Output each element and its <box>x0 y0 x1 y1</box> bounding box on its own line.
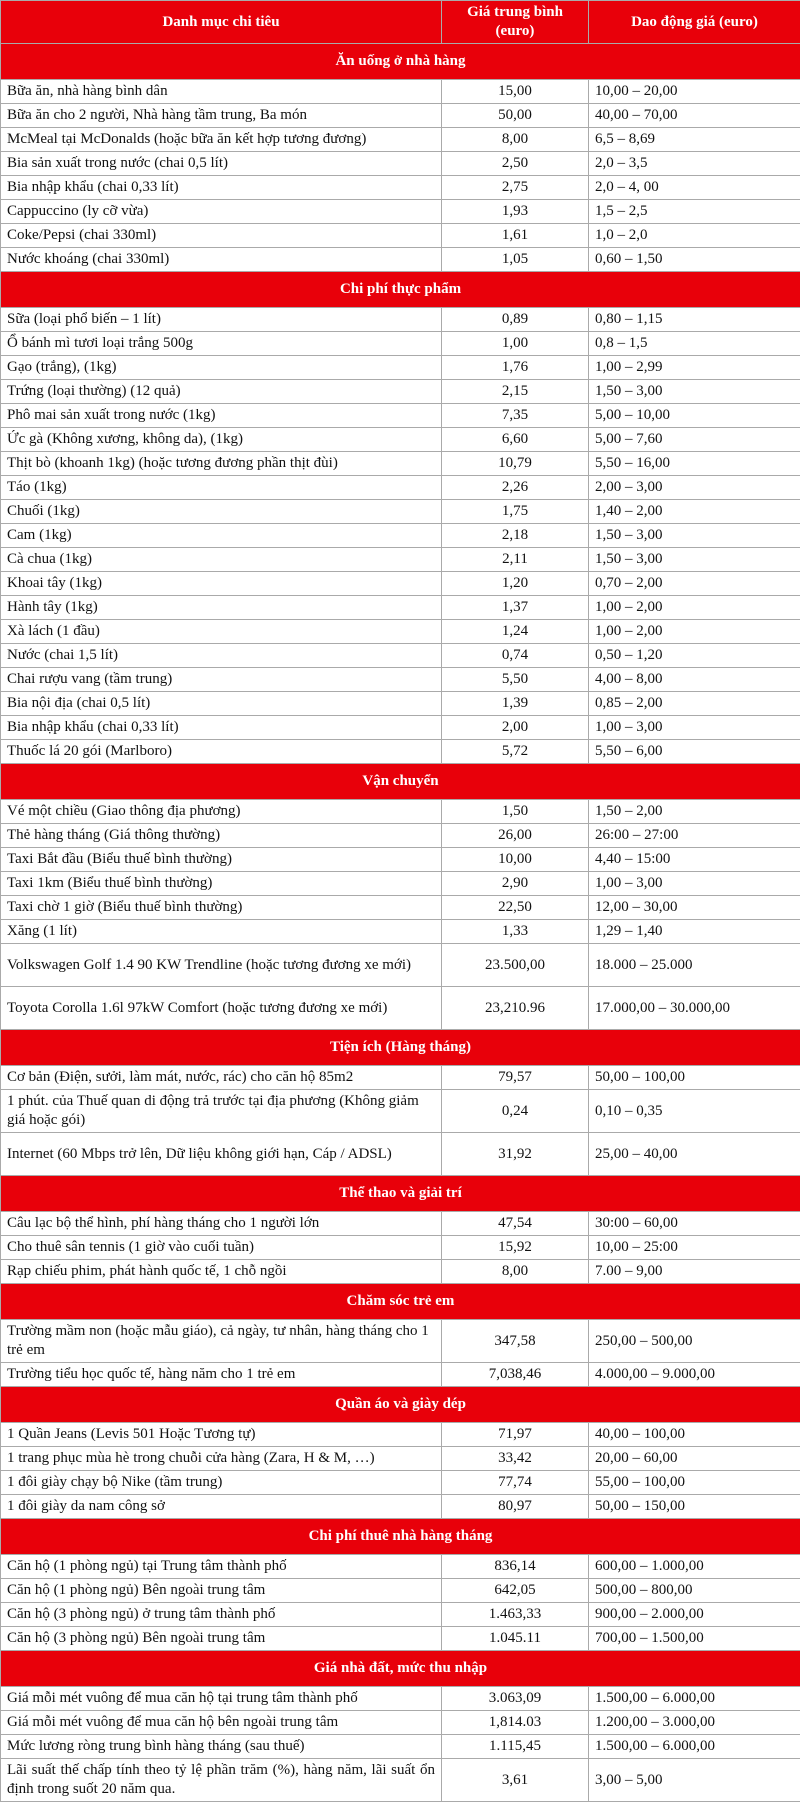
item-name-cell: Sữa (loại phổ biến – 1 lít) <box>1 308 442 332</box>
average-price-cell: 3.063,09 <box>442 1687 589 1711</box>
table-row <box>1 1471 800 1495</box>
average-price-cell: 80,97 <box>442 1495 589 1519</box>
item-name-cell: McMeal tại McDonalds (hoặc bữa ăn kết hợp tương đương) <box>1 128 442 152</box>
average-price-cell: 2,50 <box>442 152 589 176</box>
price-range-cell: 4,00 – 8,00 <box>589 668 800 692</box>
average-price-cell: 1,93 <box>442 200 589 224</box>
price-range-cell: 1,5 – 2,5 <box>589 200 800 224</box>
average-price-cell: 1,05 <box>442 248 589 272</box>
table-row <box>1 1320 800 1363</box>
price-range-cell: 2,00 – 3,00 <box>589 476 800 500</box>
item-name-cell: Hành tây (1kg) <box>1 596 442 620</box>
table-row <box>1 452 800 476</box>
table-row <box>1 1735 800 1759</box>
price-range-cell: 250,00 – 500,00 <box>589 1320 800 1363</box>
table-row <box>1 356 800 380</box>
item-name-cell: Táo (1kg) <box>1 476 442 500</box>
item-name-cell: Vé một chiều (Giao thông địa phương) <box>1 800 442 824</box>
table-row <box>1 332 800 356</box>
average-price-cell: 1,24 <box>442 620 589 644</box>
price-range-cell: 900,00 – 2.000,00 <box>589 1603 800 1627</box>
average-price-cell: 1,61 <box>442 224 589 248</box>
section-header-row <box>1 1519 800 1555</box>
price-range-cell: 500,00 – 800,00 <box>589 1579 800 1603</box>
average-price-cell: 7,35 <box>442 404 589 428</box>
price-range-cell: 5,00 – 7,60 <box>589 428 800 452</box>
item-name-cell: 1 đôi giày da nam công sở <box>1 1495 442 1519</box>
average-price-cell: 5,50 <box>442 668 589 692</box>
item-name-cell: Coke/Pepsi (chai 330ml) <box>1 224 442 248</box>
item-name-cell: Trứng (loại thường) (12 quả) <box>1 380 442 404</box>
item-name-cell: Nước khoáng (chai 330ml) <box>1 248 442 272</box>
price-range-cell: 1,50 – 3,00 <box>589 524 800 548</box>
item-name-cell: Giá mỗi mét vuông để mua căn hộ bên ngoài trung tâm <box>1 1711 442 1735</box>
average-price-cell: 2,26 <box>442 476 589 500</box>
section-title: Chi phí thực phẩm <box>1 272 800 308</box>
table-row <box>1 716 800 740</box>
table-row <box>1 1423 800 1447</box>
price-range-cell: 5,50 – 16,00 <box>589 452 800 476</box>
average-price-cell: 3,61 <box>442 1759 589 1802</box>
item-name-cell: Xà lách (1 đầu) <box>1 620 442 644</box>
item-name-cell: Câu lạc bộ thể hình, phí hàng tháng cho 1 người lớn <box>1 1212 442 1236</box>
item-name-cell: 1 phút. của Thuế quan di động trả trước tại địa phương (Không giảm giá hoặc gói) <box>1 1090 442 1133</box>
price-range-cell: 1,50 – 3,00 <box>589 548 800 572</box>
price-range-cell: 18.000 – 25.000 <box>589 944 800 987</box>
section-header-row <box>1 764 800 800</box>
price-range-cell: 1.500,00 – 6.000,00 <box>589 1687 800 1711</box>
section-title: Chi phí thuê nhà hàng tháng <box>1 1519 800 1555</box>
table-row <box>1 1603 800 1627</box>
section-header-row <box>1 44 800 80</box>
average-price-cell: 1,33 <box>442 920 589 944</box>
item-name-cell: Rạp chiếu phim, phát hành quốc tế, 1 chỗ ngồi <box>1 1260 442 1284</box>
table-row <box>1 896 800 920</box>
average-price-cell: 0,89 <box>442 308 589 332</box>
price-range-cell: 1,50 – 3,00 <box>589 380 800 404</box>
table-row <box>1 1447 800 1471</box>
item-name-cell: Căn hộ (3 phòng ngủ) ở trung tâm thành phố <box>1 1603 442 1627</box>
section-title: Vận chuyển <box>1 764 800 800</box>
table-row <box>1 1579 800 1603</box>
section-header-row <box>1 1284 800 1320</box>
item-name-cell: Mức lương ròng trung bình hàng tháng (sau thuế) <box>1 1735 442 1759</box>
section-header-row <box>1 1030 800 1066</box>
average-price-cell: 33,42 <box>442 1447 589 1471</box>
item-name-cell: Cho thuê sân tennis (1 giờ vào cuối tuần) <box>1 1236 442 1260</box>
price-range-cell: 1,00 – 2,00 <box>589 620 800 644</box>
item-name-cell: Cappuccino (ly cỡ vừa) <box>1 200 442 224</box>
average-price-cell: 1,39 <box>442 692 589 716</box>
table-row <box>1 176 800 200</box>
table-row <box>1 1711 800 1735</box>
table-row <box>1 848 800 872</box>
table-row <box>1 224 800 248</box>
price-range-cell: 17.000,00 – 30.000,00 <box>589 987 800 1030</box>
table-row <box>1 824 800 848</box>
table-row <box>1 248 800 272</box>
section-header-row <box>1 1651 800 1687</box>
item-name-cell: Taxi Bắt đầu (Biểu thuế bình thường) <box>1 848 442 872</box>
item-name-cell: Ức gà (Không xương, không da), (1kg) <box>1 428 442 452</box>
average-price-cell: 50,00 <box>442 104 589 128</box>
average-price-cell: 347,58 <box>442 1320 589 1363</box>
price-range-cell: 0,70 – 2,00 <box>589 572 800 596</box>
average-price-cell: 2,00 <box>442 716 589 740</box>
average-price-cell: 1,00 <box>442 332 589 356</box>
table-row <box>1 128 800 152</box>
average-price-cell: 2,90 <box>442 872 589 896</box>
item-name-cell: Taxi chờ 1 giờ (Biểu thuế bình thường) <box>1 896 442 920</box>
average-price-cell: 7,038,46 <box>442 1363 589 1387</box>
item-name-cell: Chai rượu vang (tầm trung) <box>1 668 442 692</box>
item-name-cell: Bia sản xuất trong nước (chai 0,5 lít) <box>1 152 442 176</box>
item-name-cell: Khoai tây (1kg) <box>1 572 442 596</box>
item-name-cell: Bia nhập khẩu (chai 0,33 lít) <box>1 176 442 200</box>
table-row <box>1 1555 800 1579</box>
table-row <box>1 1066 800 1090</box>
table-row <box>1 920 800 944</box>
average-price-cell: 1,20 <box>442 572 589 596</box>
average-price-cell: 642,05 <box>442 1579 589 1603</box>
price-range-cell: 30:00 – 60,00 <box>589 1212 800 1236</box>
average-price-cell: 1,50 <box>442 800 589 824</box>
table-row <box>1 1495 800 1519</box>
item-name-cell: Thuốc lá 20 gói (Marlboro) <box>1 740 442 764</box>
item-name-cell: Internet (60 Mbps trở lên, Dữ liệu không giới hạn, Cáp / ADSL) <box>1 1133 442 1176</box>
price-range-cell: 4.000,00 – 9.000,00 <box>589 1363 800 1387</box>
price-range-cell: 0,85 – 2,00 <box>589 692 800 716</box>
table-row <box>1 620 800 644</box>
item-name-cell: Nước (chai 1,5 lít) <box>1 644 442 668</box>
average-price-cell: 22,50 <box>442 896 589 920</box>
average-price-cell: 23,210.96 <box>442 987 589 1030</box>
header-category: Danh mục chi tiêu <box>1 1 442 44</box>
price-range-cell: 12,00 – 30,00 <box>589 896 800 920</box>
average-price-cell: 1,37 <box>442 596 589 620</box>
table-row <box>1 200 800 224</box>
item-name-cell: Volkswagen Golf 1.4 90 KW Trendline (hoặc tương đương xe mới) <box>1 944 442 987</box>
price-range-cell: 700,00 – 1.500,00 <box>589 1627 800 1651</box>
price-range-cell: 0,10 – 0,35 <box>589 1090 800 1133</box>
average-price-cell: 836,14 <box>442 1555 589 1579</box>
price-range-cell: 1.500,00 – 6.000,00 <box>589 1735 800 1759</box>
item-name-cell: Trường tiểu học quốc tế, hàng năm cho 1 trẻ em <box>1 1363 442 1387</box>
table-row <box>1 404 800 428</box>
average-price-cell: 79,57 <box>442 1066 589 1090</box>
table-row <box>1 1687 800 1711</box>
item-name-cell: Căn hộ (3 phòng ngủ) Bên ngoài trung tâm <box>1 1627 442 1651</box>
average-price-cell: 2,18 <box>442 524 589 548</box>
table-row <box>1 1759 800 1802</box>
item-name-cell: Chuối (1kg) <box>1 500 442 524</box>
average-price-cell: 5,72 <box>442 740 589 764</box>
price-range-cell: 1,00 – 2,00 <box>589 596 800 620</box>
average-price-cell: 2,11 <box>442 548 589 572</box>
table-row <box>1 476 800 500</box>
average-price-cell: 0,74 <box>442 644 589 668</box>
price-range-cell: 1,00 – 3,00 <box>589 716 800 740</box>
item-name-cell: Giá mỗi mét vuông để mua căn hộ tại trung tâm thành phố <box>1 1687 442 1711</box>
item-name-cell: Thẻ hàng tháng (Giá thông thường) <box>1 824 442 848</box>
price-range-cell: 1,00 – 2,99 <box>589 356 800 380</box>
table-row <box>1 692 800 716</box>
price-range-cell: 1,0 – 2,0 <box>589 224 800 248</box>
average-price-cell: 10,79 <box>442 452 589 476</box>
item-name-cell: Gạo (trắng), (1kg) <box>1 356 442 380</box>
item-name-cell: Cam (1kg) <box>1 524 442 548</box>
table-row <box>1 548 800 572</box>
item-name-cell: Bữa ăn, nhà hàng bình dân <box>1 80 442 104</box>
item-name-cell: Bia nhập khẩu (chai 0,33 lít) <box>1 716 442 740</box>
table-row <box>1 152 800 176</box>
item-name-cell: 1 đôi giày chạy bộ Nike (tầm trung) <box>1 1471 442 1495</box>
section-header-row <box>1 1387 800 1423</box>
section-title: Ăn uống ở nhà hàng <box>1 44 800 80</box>
table-row <box>1 872 800 896</box>
price-range-cell: 5,00 – 10,00 <box>589 404 800 428</box>
average-price-cell: 1.045.11 <box>442 1627 589 1651</box>
price-range-cell: 600,00 – 1.000,00 <box>589 1555 800 1579</box>
average-price-cell: 47,54 <box>442 1212 589 1236</box>
average-price-cell: 71,97 <box>442 1423 589 1447</box>
table-row <box>1 1090 800 1133</box>
item-name-cell: Cà chua (1kg) <box>1 548 442 572</box>
average-price-cell: 1.463,33 <box>442 1603 589 1627</box>
header-price-range: Dao động giá (euro) <box>589 1 800 44</box>
price-range-cell: 50,00 – 150,00 <box>589 1495 800 1519</box>
table-row <box>1 668 800 692</box>
table-row <box>1 944 800 987</box>
table-row <box>1 1236 800 1260</box>
price-range-cell: 1.200,00 – 3.000,00 <box>589 1711 800 1735</box>
table-row <box>1 987 800 1030</box>
item-name-cell: Cơ bản (Điện, sưởi, làm mát, nước, rác) cho căn hộ 85m2 <box>1 1066 442 1090</box>
table-row <box>1 596 800 620</box>
section-title: Chăm sóc trẻ em <box>1 1284 800 1320</box>
average-price-cell: 0,24 <box>442 1090 589 1133</box>
price-range-cell: 1,40 – 2,00 <box>589 500 800 524</box>
table-row <box>1 524 800 548</box>
item-name-cell: Căn hộ (1 phòng ngủ) tại Trung tâm thành phố <box>1 1555 442 1579</box>
table-row <box>1 800 800 824</box>
item-name-cell: 1 trang phục mùa hè trong chuỗi cửa hàng (Zara, H & M, …) <box>1 1447 442 1471</box>
price-range-cell: 50,00 – 100,00 <box>589 1066 800 1090</box>
price-range-cell: 7.00 – 9,00 <box>589 1260 800 1284</box>
section-title: Giá nhà đất, mức thu nhập <box>1 1651 800 1687</box>
table-row <box>1 1627 800 1651</box>
average-price-cell: 1,814.03 <box>442 1711 589 1735</box>
item-name-cell: Bữa ăn cho 2 người, Nhà hàng tầm trung, Ba món <box>1 104 442 128</box>
table-body <box>1 44 800 1802</box>
average-price-cell: 23.500,00 <box>442 944 589 987</box>
table-row <box>1 1212 800 1236</box>
price-range-cell: 25,00 – 40,00 <box>589 1133 800 1176</box>
table-row <box>1 428 800 452</box>
item-name-cell: Ổ bánh mì tươi loại trắng 500g <box>1 332 442 356</box>
table-row <box>1 1133 800 1176</box>
table-row <box>1 1363 800 1387</box>
table-row <box>1 1260 800 1284</box>
item-name-cell: Xăng (1 lít) <box>1 920 442 944</box>
header-average-price: Giá trung bình (euro) <box>442 1 589 44</box>
section-title: Thể thao và giải trí <box>1 1176 800 1212</box>
price-range-cell: 10,00 – 20,00 <box>589 80 800 104</box>
price-range-cell: 40,00 – 100,00 <box>589 1423 800 1447</box>
item-name-cell: 1 Quần Jeans (Levis 501 Hoặc Tương tự) <box>1 1423 442 1447</box>
average-price-cell: 8,00 <box>442 1260 589 1284</box>
price-range-cell: 1,29 – 1,40 <box>589 920 800 944</box>
price-range-cell: 6,5 – 8,69 <box>589 128 800 152</box>
table-row <box>1 80 800 104</box>
price-range-cell: 20,00 – 60,00 <box>589 1447 800 1471</box>
table-row <box>1 500 800 524</box>
item-name-cell: Trường mầm non (hoặc mẫu giáo), cả ngày, tư nhân, hàng tháng cho 1 trẻ em <box>1 1320 442 1363</box>
average-price-cell: 26,00 <box>442 824 589 848</box>
average-price-cell: 15,92 <box>442 1236 589 1260</box>
price-range-cell: 0,80 – 1,15 <box>589 308 800 332</box>
average-price-cell: 15,00 <box>442 80 589 104</box>
table-row <box>1 644 800 668</box>
table-row <box>1 572 800 596</box>
price-range-cell: 0,50 – 1,20 <box>589 644 800 668</box>
price-range-cell: 4,40 – 15:00 <box>589 848 800 872</box>
section-header-row <box>1 1176 800 1212</box>
average-price-cell: 2,75 <box>442 176 589 200</box>
price-range-cell: 1,50 – 2,00 <box>589 800 800 824</box>
average-price-cell: 1.115,45 <box>442 1735 589 1759</box>
table-header-row <box>1 1 800 44</box>
item-name-cell: Phô mai sản xuất trong nước (1kg) <box>1 404 442 428</box>
price-range-cell: 2,0 – 4, 00 <box>589 176 800 200</box>
price-range-cell: 5,50 – 6,00 <box>589 740 800 764</box>
average-price-cell: 6,60 <box>442 428 589 452</box>
table-row <box>1 104 800 128</box>
price-range-cell: 1,00 – 3,00 <box>589 872 800 896</box>
average-price-cell: 1,76 <box>442 356 589 380</box>
price-range-cell: 0,60 – 1,50 <box>589 248 800 272</box>
price-range-cell: 55,00 – 100,00 <box>589 1471 800 1495</box>
price-range-cell: 40,00 – 70,00 <box>589 104 800 128</box>
price-range-cell: 0,8 – 1,5 <box>589 332 800 356</box>
item-name-cell: Taxi 1km (Biểu thuế bình thường) <box>1 872 442 896</box>
average-price-cell: 10,00 <box>442 848 589 872</box>
item-name-cell: Toyota Corolla 1.6l 97kW Comfort (hoặc tương đương xe mới) <box>1 987 442 1030</box>
average-price-cell: 8,00 <box>442 128 589 152</box>
price-range-cell: 2,0 – 3,5 <box>589 152 800 176</box>
average-price-cell: 31,92 <box>442 1133 589 1176</box>
item-name-cell: Lãi suất thế chấp tính theo tỷ lệ phần trăm (%), hàng năm, lãi suất ổn định trong suốt 20 năm qua. <box>1 1759 442 1802</box>
price-range-cell: 26:00 – 27:00 <box>589 824 800 848</box>
section-title: Tiện ích (Hàng tháng) <box>1 1030 800 1066</box>
average-price-cell: 2,15 <box>442 380 589 404</box>
price-range-cell: 10,00 – 25:00 <box>589 1236 800 1260</box>
price-range-cell: 3,00 – 5,00 <box>589 1759 800 1802</box>
table-row <box>1 380 800 404</box>
table-row <box>1 308 800 332</box>
average-price-cell: 77,74 <box>442 1471 589 1495</box>
item-name-cell: Thịt bò (khoanh 1kg) (hoặc tương đương phần thịt đùi) <box>1 452 442 476</box>
table-row <box>1 740 800 764</box>
item-name-cell: Bia nội địa (chai 0,5 lít) <box>1 692 442 716</box>
item-name-cell: Căn hộ (1 phòng ngủ) Bên ngoài trung tâm <box>1 1579 442 1603</box>
section-header-row <box>1 272 800 308</box>
section-title: Quần áo và giày dép <box>1 1387 800 1423</box>
average-price-cell: 1,75 <box>442 500 589 524</box>
